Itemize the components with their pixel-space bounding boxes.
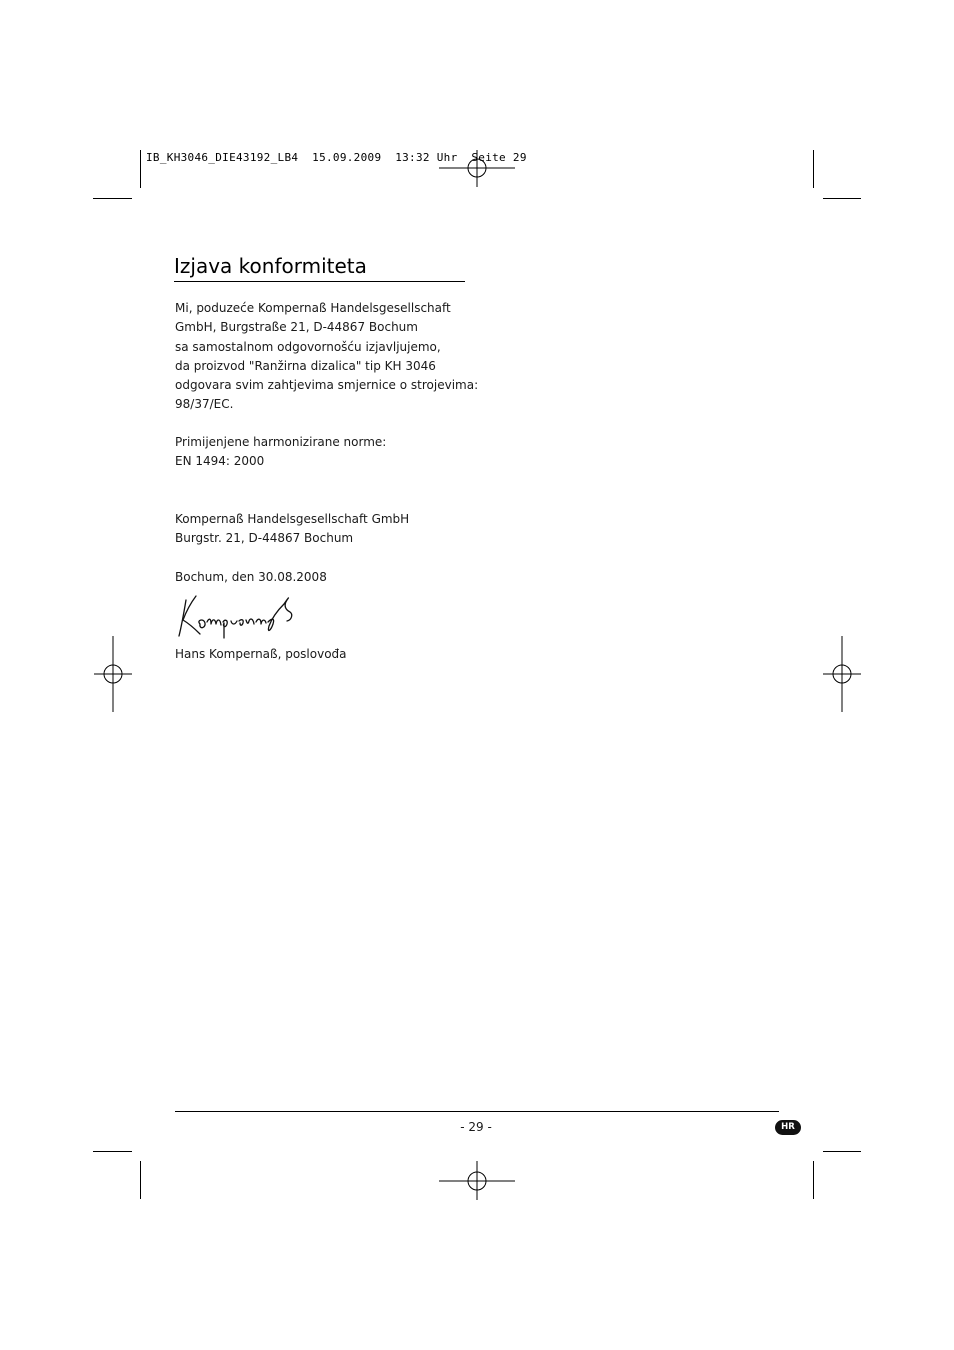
company-address [175,510,409,549]
norms-line: Primijenjene harmonizirane norme: [175,435,387,449]
crop-mark-top-left-horizontal [93,198,132,199]
registration-mark-top-icon [439,130,515,206]
declaration-paragraph [175,299,478,415]
declaration-line: odgovara svim zahtjevima smjernice o strojevima: [175,378,479,393]
declaration-line: Mi, poduzeće Kompernaß Handelsgesellschaft [175,301,451,315]
declaration-line: sa samostalnom odgovornošću izjavljujemo, [175,339,441,354]
crop-mark-bottom-right-vertical [813,1161,814,1199]
registration-mark-right-icon [804,636,880,712]
company-line: Kompernaß Handelsgesellschaft GmbH [175,512,410,526]
print-slug: IB_KH3046_DIE43192_LB4 15.09.2009 13:32 Uhr Seite 29 [146,151,527,164]
crop-mark-bottom-left-horizontal [93,1151,132,1152]
crop-mark-top-right-vertical [813,150,814,188]
declaration-line: da proizvod "Ranžirna dizalica" tip KH 3046 [175,358,436,373]
place-date-text: Bochum, den 30.08.2008 [175,570,327,584]
language-badge: HR [775,1120,801,1135]
footer-divider [175,1111,779,1112]
registration-mark-bottom-icon [439,1143,515,1219]
page-title: Izjava konformiteta [174,254,367,278]
signatory [175,645,347,664]
signature-icon [174,590,304,642]
signatory-name: Hans Kompernaß, poslovođa [175,647,347,661]
title-underline [174,281,465,282]
norms-paragraph [175,433,386,472]
company-line: Burgstr. 21, D-44867 Bochum [175,531,354,546]
declaration-line: GmbH, Burgstraße 21, D-44867 Bochum [175,320,418,335]
registration-mark-left-icon [75,636,151,712]
declaration-line: 98/37/EC. [175,397,234,412]
crop-mark-bottom-right-horizontal [823,1151,861,1152]
crop-mark-bottom-left-vertical [140,1161,141,1199]
crop-mark-top-right-horizontal [823,198,861,199]
crop-mark-top-left-vertical [140,150,141,188]
place-date [175,568,327,587]
norms-line: EN 1494: 2000 [175,454,265,469]
page-number: - 29 - [460,1120,492,1134]
